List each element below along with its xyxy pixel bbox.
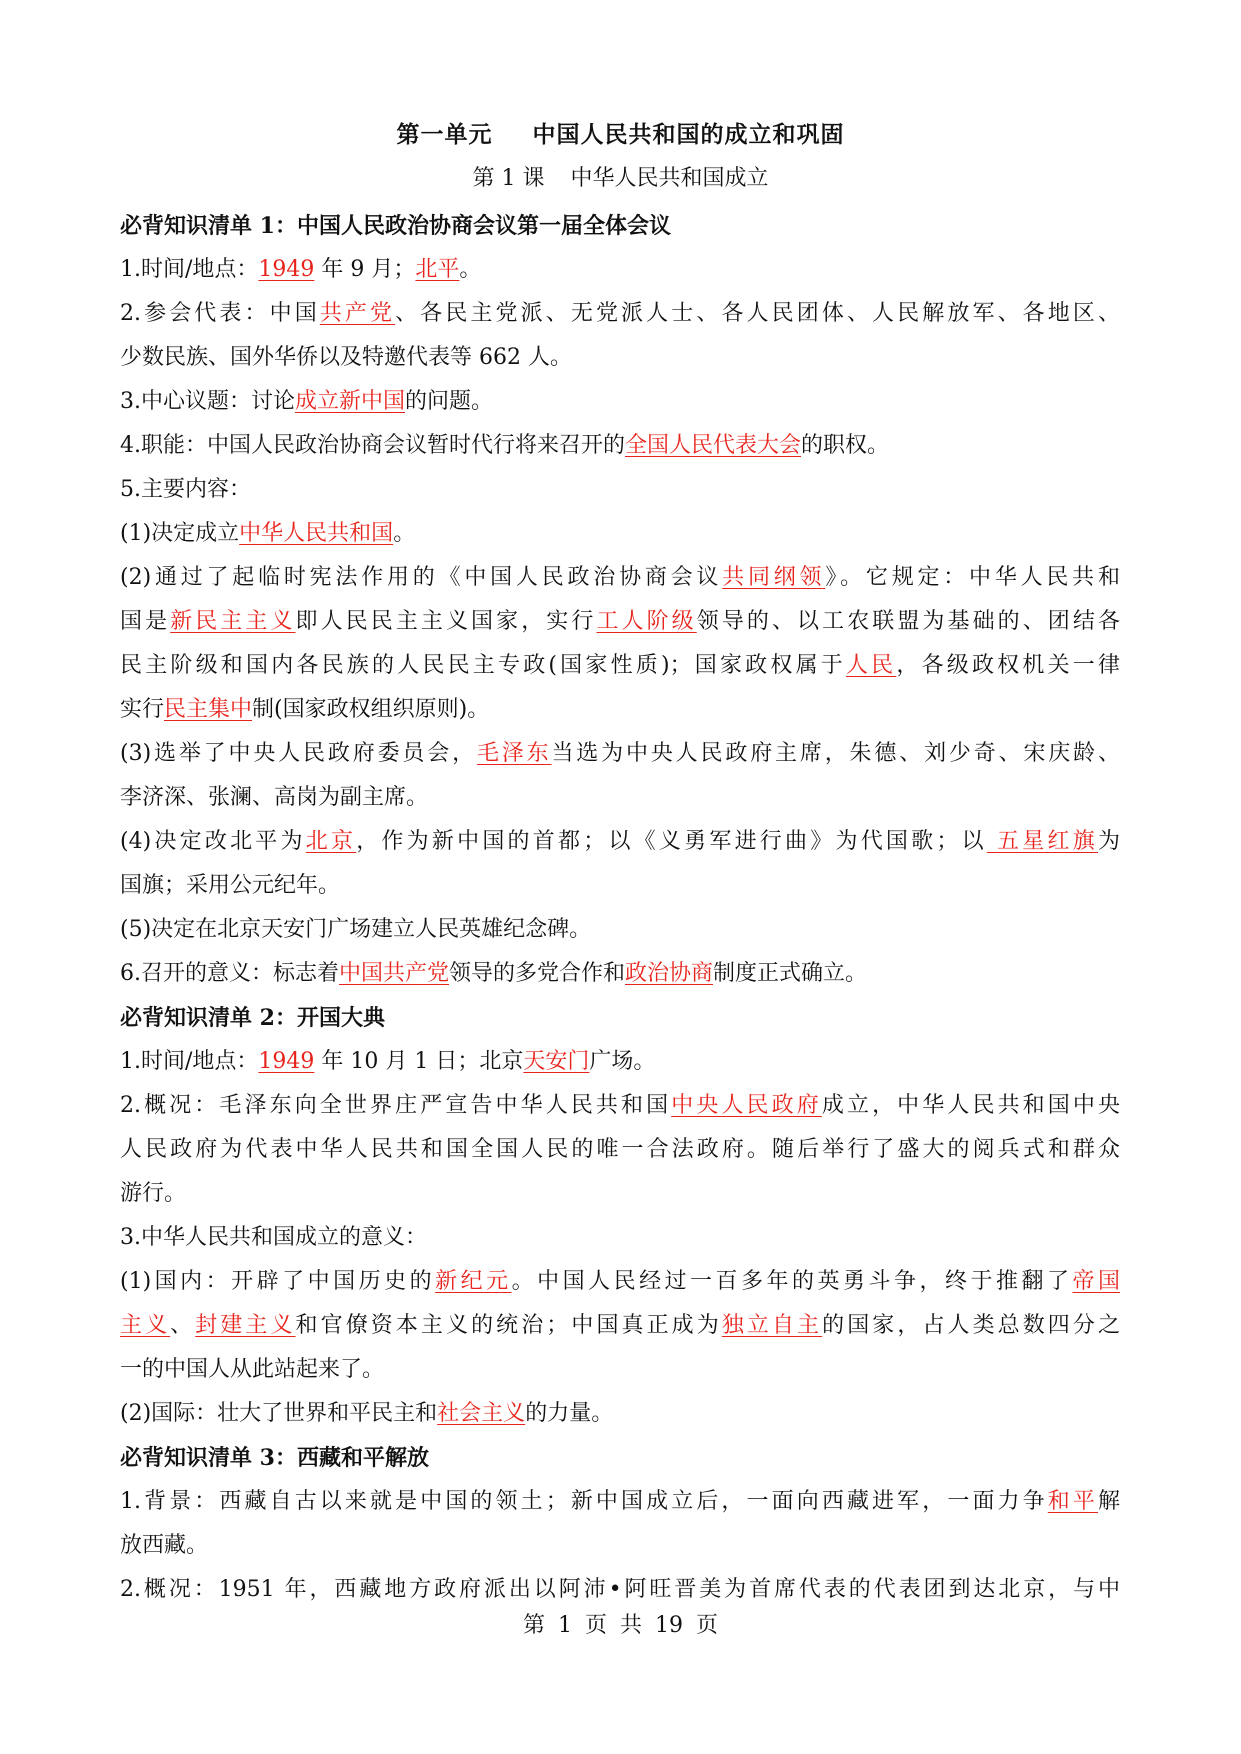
text-segment: 为 (1097, 829, 1120, 854)
key-term: 政治协商 (625, 961, 714, 986)
text-segment: 必背知识清单 1：中国人民政治协商会议第一届全体会议 (120, 213, 671, 239)
text-segment: (1)决定成立 (120, 521, 240, 546)
text-segment: 和官僚资本主义的统治；中国真正成为 (295, 1313, 722, 1338)
document-body (120, 204, 1120, 1612)
key-term: 北京 (305, 829, 357, 854)
text-segment: 李济深、张澜、高岗为副主席。 (120, 785, 429, 810)
text-segment: 2.概况：1951 年，西藏地方政府派出以阿沛•阿旺晋美为首席代表的代表团到达北京，与中 (120, 1577, 1120, 1602)
text-segment: 必背知识清单 3：西藏和平解放 (120, 1445, 429, 1471)
key-term: 天安门 (523, 1049, 590, 1074)
key-term: 新纪元 (435, 1269, 512, 1294)
text-line (120, 952, 1120, 996)
text-segment: 的国家，占人类总数四分之 (822, 1313, 1120, 1338)
text-segment: 制(国家政权组织原则)。 (252, 697, 490, 722)
text-segment: 放西藏。 (120, 1533, 209, 1558)
text-segment: ，作为新中国的首都；以《义勇军进行曲》为代国歌；以 (356, 829, 987, 854)
text-line (120, 1348, 1120, 1392)
text-segment: 年 10 月 1 日；北京 (314, 1049, 524, 1074)
unit-name: 中国人民共和国的成立和巩固 (532, 121, 845, 148)
unit-title (0, 116, 1241, 149)
page-footer: 第 1 页 共 19 页 (523, 1613, 718, 1638)
text-segment: 实行 (120, 697, 165, 722)
text-segment: 1.时间/地点： (120, 1049, 259, 1074)
key-term: 全国人民代表大会 (625, 433, 802, 458)
text-segment: 。中国人民经过一百多年的英勇斗争，终于推翻了 (511, 1269, 1073, 1294)
text-segment: 一的中国人从此站起来了。 (120, 1357, 385, 1382)
text-segment: 2.概况：毛泽东向全世界庄严宣告中华人民共和国 (120, 1093, 672, 1118)
lesson-number: 第 1 课 (472, 166, 545, 191)
key-term: 民主集中 (164, 697, 253, 722)
key-term: 中华人民共和国 (239, 521, 394, 546)
key-term: 封建主义 (195, 1313, 296, 1338)
text-segment: 3.中华人民共和国成立的意义： (120, 1225, 427, 1250)
key-term: 独立自主 (721, 1313, 823, 1338)
text-line (120, 1216, 1120, 1260)
text-segment: 制度正式确立。 (713, 961, 868, 986)
key-term: 社会主义 (437, 1401, 526, 1426)
text-line (120, 1128, 1120, 1172)
text-segment: 3.中心议题：讨论 (120, 389, 295, 414)
text-segment: 领导的多党合作和 (449, 961, 626, 986)
text-segment: 国是 (120, 609, 171, 634)
text-segment: 》。它规定：中华人民共和 (825, 565, 1120, 590)
key-term: 共产党 (319, 301, 396, 326)
lesson-name: 中华人民共和国成立 (570, 166, 769, 191)
text-line (120, 336, 1120, 380)
key-term: 成立新中国 (295, 389, 406, 414)
key-term: 和平 (1047, 1489, 1098, 1514)
text-line (120, 1304, 1120, 1348)
key-term: 工人阶级 (596, 609, 697, 634)
text-segment: 成立，中华人民共和国中央 (821, 1093, 1120, 1118)
text-segment: (5)决定在北京天安门广场建立人民英雄纪念碑。 (120, 917, 592, 942)
unit-number: 第一单元 (396, 121, 493, 148)
text-line (120, 908, 1120, 952)
text-segment: 1.时间/地点： (120, 257, 259, 282)
text-line (120, 1392, 1120, 1436)
key-term: 新民主主义 (170, 609, 296, 634)
section-heading (120, 204, 1120, 248)
text-line (120, 248, 1120, 292)
text-segment: 人民政府为代表中华人民共和国全国人民的唯一合法政府。随后举行了盛大的阅兵式和群众 (120, 1137, 1120, 1162)
text-segment: 。 (393, 521, 416, 546)
text-segment: 民主阶级和国内各民族的人民民主专政(国家性质)；国家政权属于 (120, 653, 846, 678)
text-line (120, 1172, 1120, 1216)
text-segment: 必背知识清单 2：开国大典 (120, 1005, 385, 1031)
text-line (120, 1568, 1120, 1612)
text-line (120, 380, 1120, 424)
text-segment: (1)国内：开辟了中国历史的 (120, 1269, 436, 1294)
text-line (120, 512, 1120, 556)
text-segment: 领导的、以工农联盟为基础的、团结各 (696, 609, 1120, 634)
section-heading (120, 996, 1120, 1040)
text-segment: 4.职能：中国人民政治协商会议暂时代行将来召开的 (120, 433, 625, 458)
key-term: 中国共产党 (339, 961, 450, 986)
text-line (120, 644, 1120, 688)
text-line (120, 1480, 1120, 1524)
key-term: 主义 (120, 1313, 171, 1338)
text-segment: (2)通过了起临时宪法作用的《中国人民政治协商会议 (120, 565, 723, 590)
text-line (120, 864, 1120, 908)
text-segment: 即人民民主主义国家，实行 (295, 609, 597, 634)
key-term: 共同纲领 (722, 565, 826, 590)
text-line (120, 1084, 1120, 1128)
text-segment: 广场。 (589, 1049, 656, 1074)
text-segment: 1.背景：西藏自古以来就是中国的领土；新中国成立后，一面向西藏进军，一面力争 (120, 1489, 1048, 1514)
key-term: 毛泽东 (476, 741, 552, 766)
text-line (120, 1040, 1120, 1084)
key-term: 人民 (845, 653, 897, 678)
lesson-title (0, 161, 1241, 192)
text-line (120, 468, 1120, 512)
text-segment: 解 (1097, 1489, 1120, 1514)
key-term: 五星红旗 (986, 829, 1098, 854)
text-segment: (2)国际：壮大了世界和平民主和 (120, 1401, 438, 1426)
text-segment: 、 (170, 1313, 196, 1338)
text-segment: 少数民族、国外华侨以及特邀代表等 662 人。 (120, 345, 572, 370)
text-segment: 的力量。 (525, 1401, 614, 1426)
text-segment: 年 9 月； (314, 257, 416, 282)
text-segment: ，各级政权机关一律 (896, 653, 1120, 678)
text-line (120, 292, 1120, 336)
text-line (120, 776, 1120, 820)
key-term: 1949 (258, 257, 315, 282)
key-term: 北平 (415, 257, 460, 282)
text-segment: (3)选举了中央人民政府委员会， (120, 741, 477, 766)
text-line (120, 1260, 1120, 1304)
text-line (120, 688, 1120, 732)
key-term: 1949 (258, 1049, 315, 1074)
key-term: 中央人民政府 (671, 1093, 822, 1118)
text-line (120, 424, 1120, 468)
text-line (120, 732, 1120, 776)
section-heading (120, 1436, 1120, 1480)
text-segment: 、各民主党派、无党派人士、各人民团体、人民解放军、各地区、 (395, 301, 1120, 326)
text-line (120, 556, 1120, 600)
text-segment: 的问题。 (405, 389, 494, 414)
text-line (120, 820, 1120, 864)
text-segment: 5.主要内容： (120, 477, 251, 502)
key-term: 帝国 (1072, 1269, 1120, 1294)
text-segment: 2.参会代表：中国 (120, 301, 320, 326)
text-segment: 国旗；采用公元纪年。 (120, 873, 341, 898)
text-segment: 的职权。 (801, 433, 890, 458)
text-segment: 当选为中央人民政府主席，朱德、刘少奇、宋庆龄、 (551, 741, 1120, 766)
text-segment: 6.召开的意义：标志着 (120, 961, 339, 986)
text-segment: (4)决定改北平为 (120, 829, 306, 854)
text-segment: 。 (459, 257, 482, 282)
text-segment: 游行。 (120, 1181, 187, 1206)
text-line (120, 600, 1120, 644)
text-line (120, 1524, 1120, 1568)
